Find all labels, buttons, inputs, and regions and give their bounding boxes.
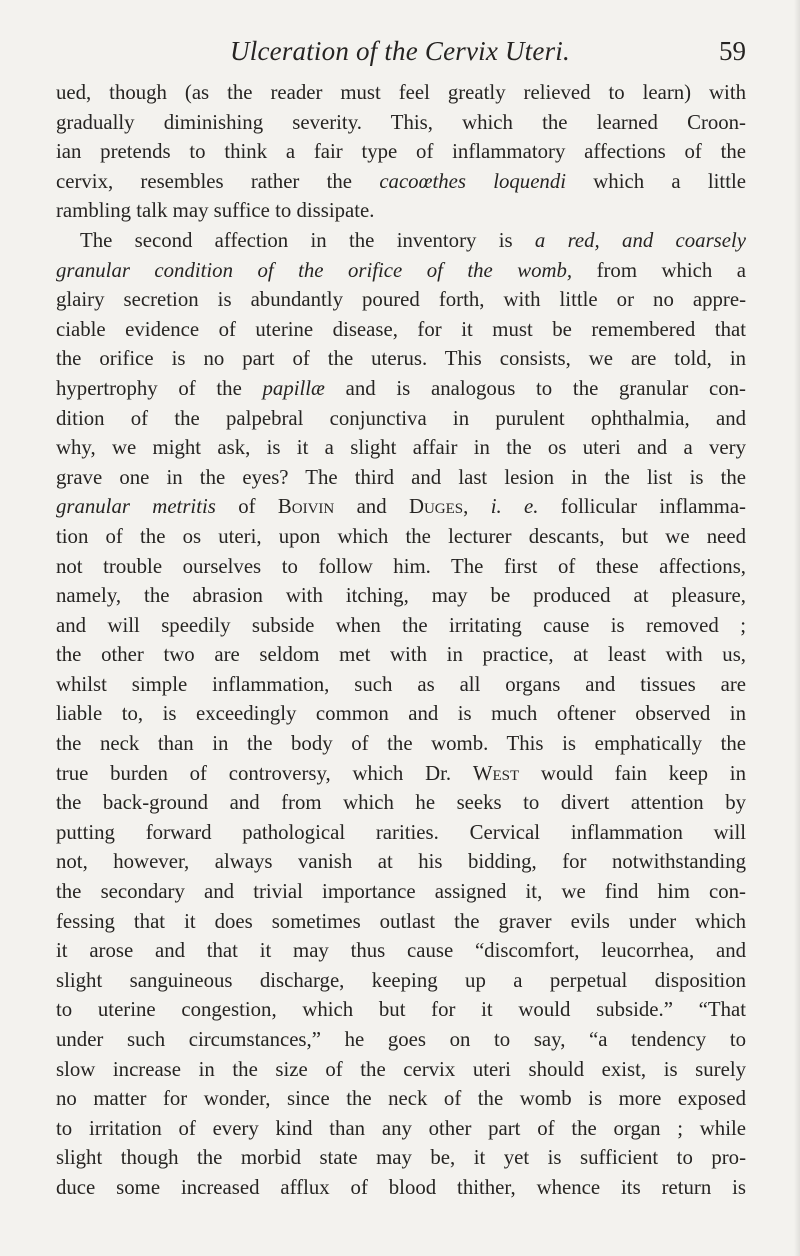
text-run: glairy secretion is abundantly poured forth, with little or no appre- <box>56 288 746 312</box>
text-run: the neck than in the body of the womb. This is emphatically the <box>56 732 746 756</box>
text-line <box>56 759 746 789</box>
text-line <box>56 1143 746 1173</box>
text-line <box>56 78 746 108</box>
text-line <box>56 670 746 700</box>
text-run: , <box>463 495 491 519</box>
text-run: fessing that it does sometimes outlast the graver evils under which <box>56 909 746 933</box>
text-line <box>56 108 746 138</box>
text-run: ued, though (as the reader must feel greatly relieved to learn) with <box>56 81 746 104</box>
text-run: under such circumstances,” he goes on to say, “a tendency to <box>56 1028 746 1051</box>
text-run: which a little <box>566 169 746 193</box>
text-line <box>56 344 746 374</box>
text-run: not trouble ourselves to follow him. The first of these affections, <box>56 554 746 578</box>
text-run: dition of the palpebral conjunctiva in purulent ophthalmia, and <box>56 406 746 430</box>
text-line <box>56 611 746 641</box>
text-run: follicular inflamma- <box>538 495 746 519</box>
text-run: putting forward pathological rarities. Cervical inflammation will <box>56 820 746 844</box>
text-run: not, however, always vanish at his bidding, for notwithstanding <box>56 850 746 874</box>
text-run: the other two are seldom met with in practice, at least with us, <box>56 643 746 667</box>
italic-text: granular metritis <box>56 495 216 519</box>
text-line <box>56 1173 746 1203</box>
page-header <box>0 36 800 76</box>
text-line <box>56 552 746 582</box>
text-run: grave one in the eyes? The third and last lesion in the list is the <box>56 465 746 489</box>
text-run: gradually diminishing severity. This, which the learned Croon- <box>56 110 746 134</box>
text-line <box>56 256 746 286</box>
small-caps-name: West <box>472 761 520 785</box>
text-line <box>56 788 746 818</box>
text-line <box>56 966 746 996</box>
text-line <box>56 1084 746 1114</box>
text-run: namely, the abrasion with itching, may be produced at pleasure, <box>56 584 746 608</box>
text-run: and is analogous to the granular con- <box>324 376 746 400</box>
italic-text: i. e. <box>490 495 539 519</box>
text-line <box>56 374 746 404</box>
text-line <box>56 699 746 729</box>
small-caps-name: Boivin <box>277 495 335 519</box>
text-line <box>56 640 746 670</box>
small-caps-name: Duges <box>408 495 464 519</box>
text-line <box>56 433 746 463</box>
text-line <box>56 877 746 907</box>
text-run: whilst simple inflammation, such as all organs and tissues are <box>56 672 746 696</box>
text-run: the back-ground and from which he seeks to divert attention by <box>56 791 746 815</box>
text-run: to uterine congestion, which but for it would subside.” “That <box>56 998 746 1022</box>
text-line <box>56 1025 746 1055</box>
text-line <box>56 463 746 493</box>
text-line <box>56 847 746 877</box>
text-run: the secondary and trivial importance assigned it, we find him con- <box>56 880 746 904</box>
text-run: cervix, resembles rather the <box>56 169 380 193</box>
text-run: slight though the morbid state may be, it yet is sufficient to pro- <box>56 1146 746 1170</box>
text-run: ciable evidence of uterine disease, for it must be remembered that <box>56 317 746 341</box>
text-run: true burden of controversy, which Dr. <box>56 761 473 785</box>
text-run: hypertrophy of the <box>56 376 263 400</box>
text-run: would fain keep in <box>519 761 746 785</box>
text-line <box>56 492 746 522</box>
text-line <box>56 936 746 966</box>
text-line <box>56 137 746 167</box>
text-line <box>56 404 746 434</box>
text-line <box>56 729 746 759</box>
running-title: Ulceration of the Cervix Uteri. <box>230 36 570 66</box>
text-line <box>56 315 746 345</box>
text-line <box>56 907 746 937</box>
text-line <box>56 167 746 197</box>
text-run: why, we might ask, is it a slight affair in the os uteri and a very <box>56 436 746 460</box>
text-run: slight sanguineous discharge, keeping up a perpetual disposition <box>56 968 746 992</box>
text-line <box>56 581 746 611</box>
text-run: duce some increased afflux of blood thither, whence its return is <box>56 1175 746 1199</box>
italic-text: granular condition of the orifice of the womb, <box>56 258 573 282</box>
italic-text: papillæ <box>262 376 325 400</box>
text-run: tion of the os uteri, upon which the lecturer descants, but we need <box>56 524 746 548</box>
italic-text: cacoœthes loquendi <box>379 169 566 193</box>
text-line <box>56 196 746 226</box>
text-run: ian pretends to think a fair type of inflammatory affections of the <box>56 140 746 164</box>
text-line <box>56 522 746 552</box>
body-text <box>56 78 746 1203</box>
page-number: 59 <box>719 36 746 66</box>
page-edge-shadow <box>794 0 800 1256</box>
text-line <box>56 285 746 315</box>
text-run: to irritation of every kind than any other part of the organ ; while <box>56 1116 746 1140</box>
text-run: rambling talk may suffice to dissipate. <box>56 199 375 223</box>
text-line <box>56 818 746 848</box>
text-run: it arose and that it may thus cause “discomfort, leucorrhea, and <box>56 939 746 963</box>
text-run: The second affection in the inventory is <box>80 228 535 252</box>
text-run: the orifice is no part of the uterus. This consists, we are told, in <box>56 347 746 371</box>
text-run: and will speedily subside when the irritating cause is removed ; <box>56 613 746 637</box>
text-run: of <box>215 495 278 519</box>
text-run: slow increase in the size of the cervix uteri should exist, is surely <box>56 1057 746 1081</box>
italic-text: a red, and coarsely <box>534 228 746 252</box>
text-run: and <box>334 495 409 519</box>
text-line <box>56 1114 746 1144</box>
text-run: no matter for wonder, since the neck of the womb is more exposed <box>56 1087 746 1111</box>
text-run: from which a <box>572 258 746 282</box>
text-run: liable to, is exceedingly common and is much oftener observed in <box>56 702 746 726</box>
text-line <box>56 226 746 256</box>
text-line <box>56 995 746 1025</box>
text-line <box>56 1055 746 1085</box>
